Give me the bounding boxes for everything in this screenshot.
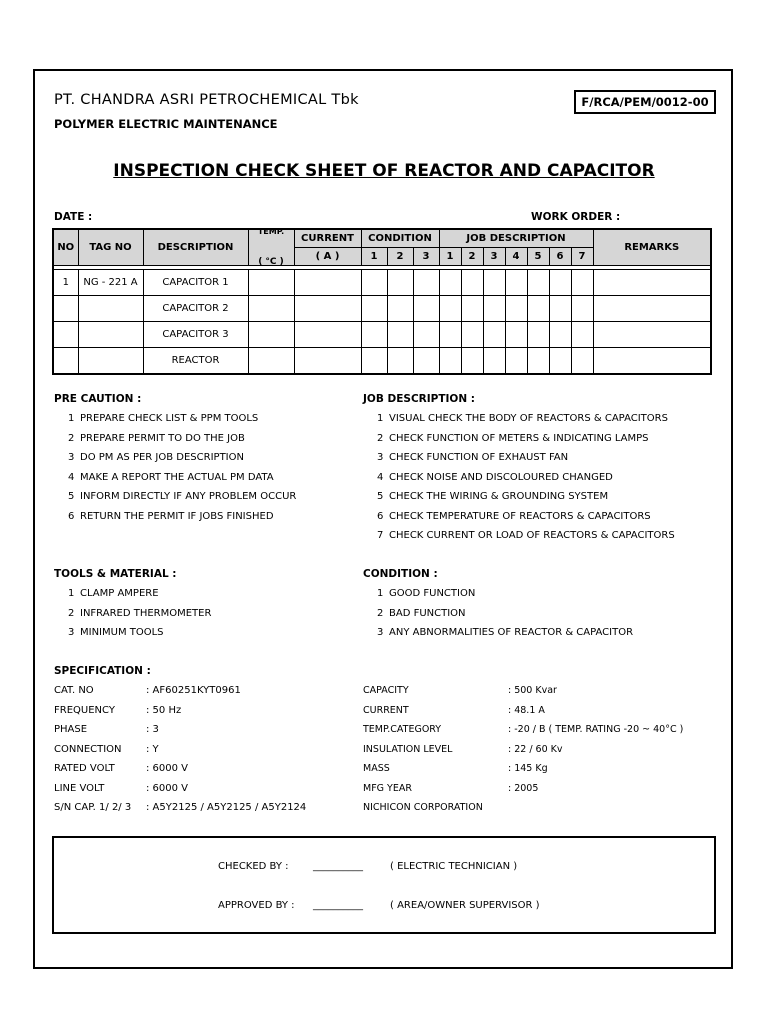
spec-key: FREQUENCY bbox=[54, 704, 115, 716]
table-row bbox=[53, 296, 711, 322]
list-item bbox=[68, 452, 296, 472]
spec-key: INSULATION LEVEL bbox=[363, 743, 453, 755]
inspection-table bbox=[52, 228, 712, 375]
cell-current[interactable] bbox=[294, 348, 361, 375]
spec-row bbox=[54, 685, 354, 705]
header-job-col: 2 bbox=[461, 248, 483, 266]
cell-job[interactable] bbox=[527, 296, 549, 322]
spec-row bbox=[363, 802, 713, 822]
list-item bbox=[377, 530, 675, 550]
cell-job[interactable] bbox=[461, 322, 483, 348]
cell-job[interactable] bbox=[439, 322, 461, 348]
item-text: CLAMP AMPERE bbox=[80, 588, 159, 599]
item-number: 2 bbox=[68, 607, 75, 619]
item-text: DO PM AS PER JOB DESCRIPTION bbox=[80, 452, 244, 463]
header-job-col: 5 bbox=[527, 248, 549, 266]
precaution-title: PRE CAUTION : bbox=[54, 393, 142, 405]
approved-by-signature-line[interactable]: __________ bbox=[313, 900, 363, 911]
spec-row bbox=[363, 744, 713, 764]
cell-condition[interactable] bbox=[361, 296, 387, 322]
spec-row bbox=[54, 724, 354, 744]
list-item bbox=[377, 627, 633, 647]
condition-list bbox=[377, 588, 633, 647]
item-number: 3 bbox=[68, 452, 75, 463]
document-code: F/RCA/PEM/0012-00 bbox=[574, 90, 716, 114]
cell-no: 1 bbox=[53, 270, 78, 296]
item-text: BAD FUNCTION bbox=[389, 607, 466, 619]
cell-condition[interactable] bbox=[387, 270, 413, 296]
approved-by-label: APPROVED BY : bbox=[218, 900, 295, 911]
item-text: INFRARED THERMOMETER bbox=[80, 607, 212, 619]
item-number: 3 bbox=[68, 627, 75, 638]
header-description: DESCRIPTION bbox=[143, 229, 248, 266]
date-label: DATE : bbox=[54, 211, 93, 223]
checked-by-label: CHECKED BY : bbox=[218, 861, 289, 872]
list-item bbox=[377, 608, 633, 628]
spec-row bbox=[363, 783, 713, 803]
spec-key: CAPACITY bbox=[363, 685, 409, 696]
header-job-col: 3 bbox=[483, 248, 505, 266]
company-name: PT. CHANDRA ASRI PETROCHEMICAL Tbk bbox=[54, 92, 359, 108]
spec-row bbox=[363, 763, 713, 783]
spec-key: CAT. NO bbox=[54, 685, 94, 696]
cell-job[interactable] bbox=[527, 270, 549, 296]
item-number: 4 bbox=[377, 471, 384, 483]
item-text: INFORM DIRECTLY IF ANY PROBLEM OCCUR bbox=[80, 491, 297, 502]
list-item bbox=[377, 511, 675, 531]
cell-description: REACTOR bbox=[143, 348, 248, 375]
spec-row bbox=[54, 783, 354, 803]
cell-job[interactable] bbox=[483, 348, 505, 375]
cell-condition[interactable] bbox=[361, 270, 387, 296]
cell-description: CAPACITOR 2 bbox=[143, 296, 248, 322]
item-text: PREPARE PERMIT TO DO THE JOB bbox=[80, 432, 245, 444]
approved-by-role: ( AREA/OWNER SUPERVISOR ) bbox=[390, 900, 540, 911]
list-item bbox=[68, 433, 296, 453]
header-job-col: 1 bbox=[439, 248, 461, 266]
spec-value: : Y bbox=[146, 743, 159, 755]
page-title: INSPECTION CHECK SHEET OF REACTOR AND CAPACITOR bbox=[113, 161, 655, 181]
spec-value: : A5Y2125 / A5Y2125 / A5Y2124 bbox=[146, 802, 307, 813]
manufacturer-name: NICHICON CORPORATION bbox=[363, 802, 483, 813]
item-text: ANY ABNORMALITIES OF REACTOR & CAPACITOR bbox=[389, 627, 634, 638]
item-text: CHECK CURRENT OR LOAD OF REACTORS & CAPACITORS bbox=[389, 530, 675, 541]
cell-no bbox=[53, 296, 78, 322]
header-job-col: 7 bbox=[571, 248, 593, 266]
item-number: 3 bbox=[377, 452, 384, 463]
cell-job[interactable] bbox=[483, 296, 505, 322]
cell-job[interactable] bbox=[571, 322, 593, 348]
header-no: NO bbox=[53, 229, 78, 266]
item-number: 1 bbox=[68, 588, 75, 599]
spec-row bbox=[363, 724, 713, 744]
list-item bbox=[68, 627, 211, 647]
item-number: 4 bbox=[68, 471, 75, 483]
cell-job[interactable] bbox=[505, 270, 527, 296]
spec-row bbox=[54, 763, 354, 783]
cell-current[interactable] bbox=[294, 270, 361, 296]
cell-job[interactable] bbox=[439, 270, 461, 296]
cell-condition[interactable] bbox=[361, 322, 387, 348]
cell-job[interactable] bbox=[439, 296, 461, 322]
spec-value: : 22 / 60 Kv bbox=[508, 743, 563, 755]
cell-remarks[interactable] bbox=[593, 270, 711, 296]
cell-tag-no bbox=[78, 348, 143, 375]
spec-right bbox=[363, 685, 713, 822]
item-number: 2 bbox=[68, 432, 75, 444]
spec-key: MFG YEAR bbox=[363, 782, 412, 794]
spec-value: : 3 bbox=[146, 724, 159, 735]
cell-condition[interactable] bbox=[413, 348, 439, 375]
header-current-unit: ( A ) bbox=[294, 248, 361, 266]
cell-temp[interactable] bbox=[248, 270, 294, 296]
spec-row bbox=[363, 685, 713, 705]
header-current: CURRENT bbox=[294, 229, 361, 248]
work-order-label: WORK ORDER : bbox=[531, 211, 621, 223]
item-text: PREPARE CHECK LIST & PPM TOOLS bbox=[80, 413, 259, 424]
item-text: MAKE A REPORT THE ACTUAL PM DATA bbox=[80, 471, 274, 483]
item-number: 6 bbox=[68, 510, 75, 522]
list-item bbox=[68, 608, 211, 628]
cell-job[interactable] bbox=[461, 270, 483, 296]
spec-value: : 6000 V bbox=[146, 782, 189, 794]
item-text: RETURN THE PERMIT IF JOBS FINISHED bbox=[80, 510, 274, 522]
checked-by-signature-line[interactable]: __________ bbox=[313, 861, 363, 872]
header-temp-label: TEMP. bbox=[257, 227, 285, 236]
cell-job[interactable] bbox=[483, 270, 505, 296]
item-text: CHECK FUNCTION OF EXHAUST FAN bbox=[389, 452, 569, 463]
header-condition: CONDITION bbox=[361, 229, 439, 248]
cell-condition[interactable] bbox=[387, 296, 413, 322]
list-item bbox=[68, 511, 296, 531]
cell-condition[interactable] bbox=[413, 270, 439, 296]
cell-job[interactable] bbox=[549, 322, 571, 348]
spec-value: : 50 Hz bbox=[146, 704, 182, 716]
cell-job[interactable] bbox=[527, 322, 549, 348]
list-item bbox=[377, 491, 675, 511]
cell-remarks[interactable] bbox=[593, 348, 711, 375]
item-number: 5 bbox=[377, 491, 384, 502]
header-condition-col: 3 bbox=[413, 248, 439, 266]
list-item bbox=[377, 452, 675, 472]
cell-condition[interactable] bbox=[413, 296, 439, 322]
list-item bbox=[68, 413, 296, 433]
cell-condition[interactable] bbox=[387, 348, 413, 375]
header-temp bbox=[248, 229, 294, 266]
spec-value: : 48.1 A bbox=[508, 704, 545, 716]
table-row bbox=[53, 270, 711, 296]
spec-key: CONNECTION bbox=[54, 743, 122, 755]
table-row bbox=[53, 348, 711, 375]
cell-temp[interactable] bbox=[248, 348, 294, 375]
cell-job[interactable] bbox=[527, 348, 549, 375]
cell-description: CAPACITOR 1 bbox=[143, 270, 248, 296]
cell-condition[interactable] bbox=[387, 322, 413, 348]
cell-no bbox=[53, 348, 78, 375]
checked-by-row bbox=[54, 861, 714, 875]
spec-key: MASS bbox=[363, 763, 390, 774]
spec-value: : 500 Kvar bbox=[508, 685, 557, 696]
department-name: POLYMER ELECTRIC MAINTENANCE bbox=[54, 117, 278, 131]
checked-by-role: ( ELECTRIC TECHNICIAN ) bbox=[390, 861, 518, 872]
item-number: 6 bbox=[377, 510, 384, 522]
cell-job[interactable] bbox=[483, 322, 505, 348]
spec-value: : 145 Kg bbox=[508, 763, 548, 774]
spec-value: : AF60251KYT0961 bbox=[146, 685, 241, 696]
item-text: MINIMUM TOOLS bbox=[80, 627, 164, 638]
item-number: 1 bbox=[377, 413, 384, 424]
cell-job[interactable] bbox=[571, 348, 593, 375]
header-job-description: JOB DESCRIPTION bbox=[439, 229, 593, 248]
cell-remarks[interactable] bbox=[593, 322, 711, 348]
tools-list bbox=[68, 588, 211, 647]
cell-tag-no bbox=[78, 322, 143, 348]
item-number: 1 bbox=[377, 588, 384, 599]
header-temp-unit: ( °C ) bbox=[258, 257, 284, 267]
item-text: CHECK NOISE AND DISCOLOURED CHANGED bbox=[389, 471, 613, 483]
cell-job[interactable] bbox=[571, 270, 593, 296]
cell-condition[interactable] bbox=[361, 348, 387, 375]
spec-left bbox=[54, 685, 354, 822]
spec-value: : -20 / B ( TEMP. RATING -20 ~ 40°C ) bbox=[508, 724, 684, 735]
approved-by-row bbox=[54, 900, 714, 914]
list-item bbox=[377, 433, 675, 453]
list-item bbox=[68, 472, 296, 492]
specification-title: SPECIFICATION : bbox=[54, 665, 151, 677]
item-text: CHECK TEMPERATURE OF REACTORS & CAPACITORS bbox=[389, 510, 651, 522]
cell-job[interactable] bbox=[439, 348, 461, 375]
cell-temp[interactable] bbox=[248, 296, 294, 322]
header-tag-no: TAG NO bbox=[78, 229, 143, 266]
spec-row bbox=[363, 705, 713, 725]
table-row bbox=[53, 322, 711, 348]
spec-key: PHASE bbox=[54, 724, 88, 735]
spec-key: LINE VOLT bbox=[54, 782, 105, 794]
list-item bbox=[68, 588, 211, 608]
item-number: 5 bbox=[68, 491, 75, 502]
spec-row bbox=[54, 744, 354, 764]
cell-job[interactable] bbox=[549, 270, 571, 296]
spec-key: S/N CAP. 1/ 2/ 3 bbox=[54, 802, 132, 813]
cell-description: CAPACITOR 3 bbox=[143, 322, 248, 348]
list-item bbox=[377, 588, 633, 608]
list-item bbox=[377, 472, 675, 492]
job-description-list bbox=[377, 413, 675, 550]
item-text: CHECK FUNCTION OF METERS & INDICATING LAMPS bbox=[389, 432, 649, 444]
job-description-title: JOB DESCRIPTION : bbox=[363, 393, 475, 405]
item-number: 2 bbox=[377, 432, 384, 444]
cell-job[interactable] bbox=[571, 296, 593, 322]
condition-title: CONDITION : bbox=[363, 568, 438, 580]
spec-row bbox=[54, 705, 354, 725]
cell-tag-no: NG - 221 A bbox=[78, 270, 143, 296]
item-number: 7 bbox=[377, 530, 384, 541]
item-number: 2 bbox=[377, 607, 384, 619]
spec-key: RATED VOLT bbox=[54, 763, 115, 774]
header-condition-col: 1 bbox=[361, 248, 387, 266]
spec-value: : 6000 V bbox=[146, 763, 189, 774]
tools-title: TOOLS & MATERIAL : bbox=[54, 568, 177, 580]
cell-job[interactable] bbox=[461, 348, 483, 375]
cell-job[interactable] bbox=[505, 322, 527, 348]
item-text: GOOD FUNCTION bbox=[389, 588, 476, 599]
item-text: VISUAL CHECK THE BODY OF REACTORS & CAPACITORS bbox=[389, 413, 668, 424]
precaution-list bbox=[68, 413, 296, 530]
cell-current[interactable] bbox=[294, 322, 361, 348]
cell-no bbox=[53, 322, 78, 348]
spec-row bbox=[54, 802, 354, 822]
header-condition-col: 2 bbox=[387, 248, 413, 266]
item-text: CHECK THE WIRING & GROUNDING SYSTEM bbox=[389, 491, 609, 502]
list-item bbox=[377, 413, 675, 433]
list-item bbox=[68, 491, 296, 511]
header-job-col: 4 bbox=[505, 248, 527, 266]
cell-temp[interactable] bbox=[248, 322, 294, 348]
header-remarks: REMARKS bbox=[593, 229, 711, 266]
cell-remarks[interactable] bbox=[593, 296, 711, 322]
cell-current[interactable] bbox=[294, 296, 361, 322]
cell-job[interactable] bbox=[505, 348, 527, 375]
cell-job[interactable] bbox=[461, 296, 483, 322]
cell-tag-no bbox=[78, 296, 143, 322]
item-number: 3 bbox=[377, 627, 384, 638]
header-job-col: 6 bbox=[549, 248, 571, 266]
cell-condition[interactable] bbox=[413, 322, 439, 348]
item-number: 1 bbox=[68, 413, 75, 424]
spec-key: CURRENT bbox=[363, 704, 409, 716]
cell-job[interactable] bbox=[549, 296, 571, 322]
cell-job[interactable] bbox=[549, 348, 571, 375]
signoff-box bbox=[52, 836, 716, 934]
cell-job[interactable] bbox=[505, 296, 527, 322]
spec-key: TEMP.CATEGORY bbox=[363, 724, 442, 735]
spec-value: : 2005 bbox=[508, 782, 539, 794]
